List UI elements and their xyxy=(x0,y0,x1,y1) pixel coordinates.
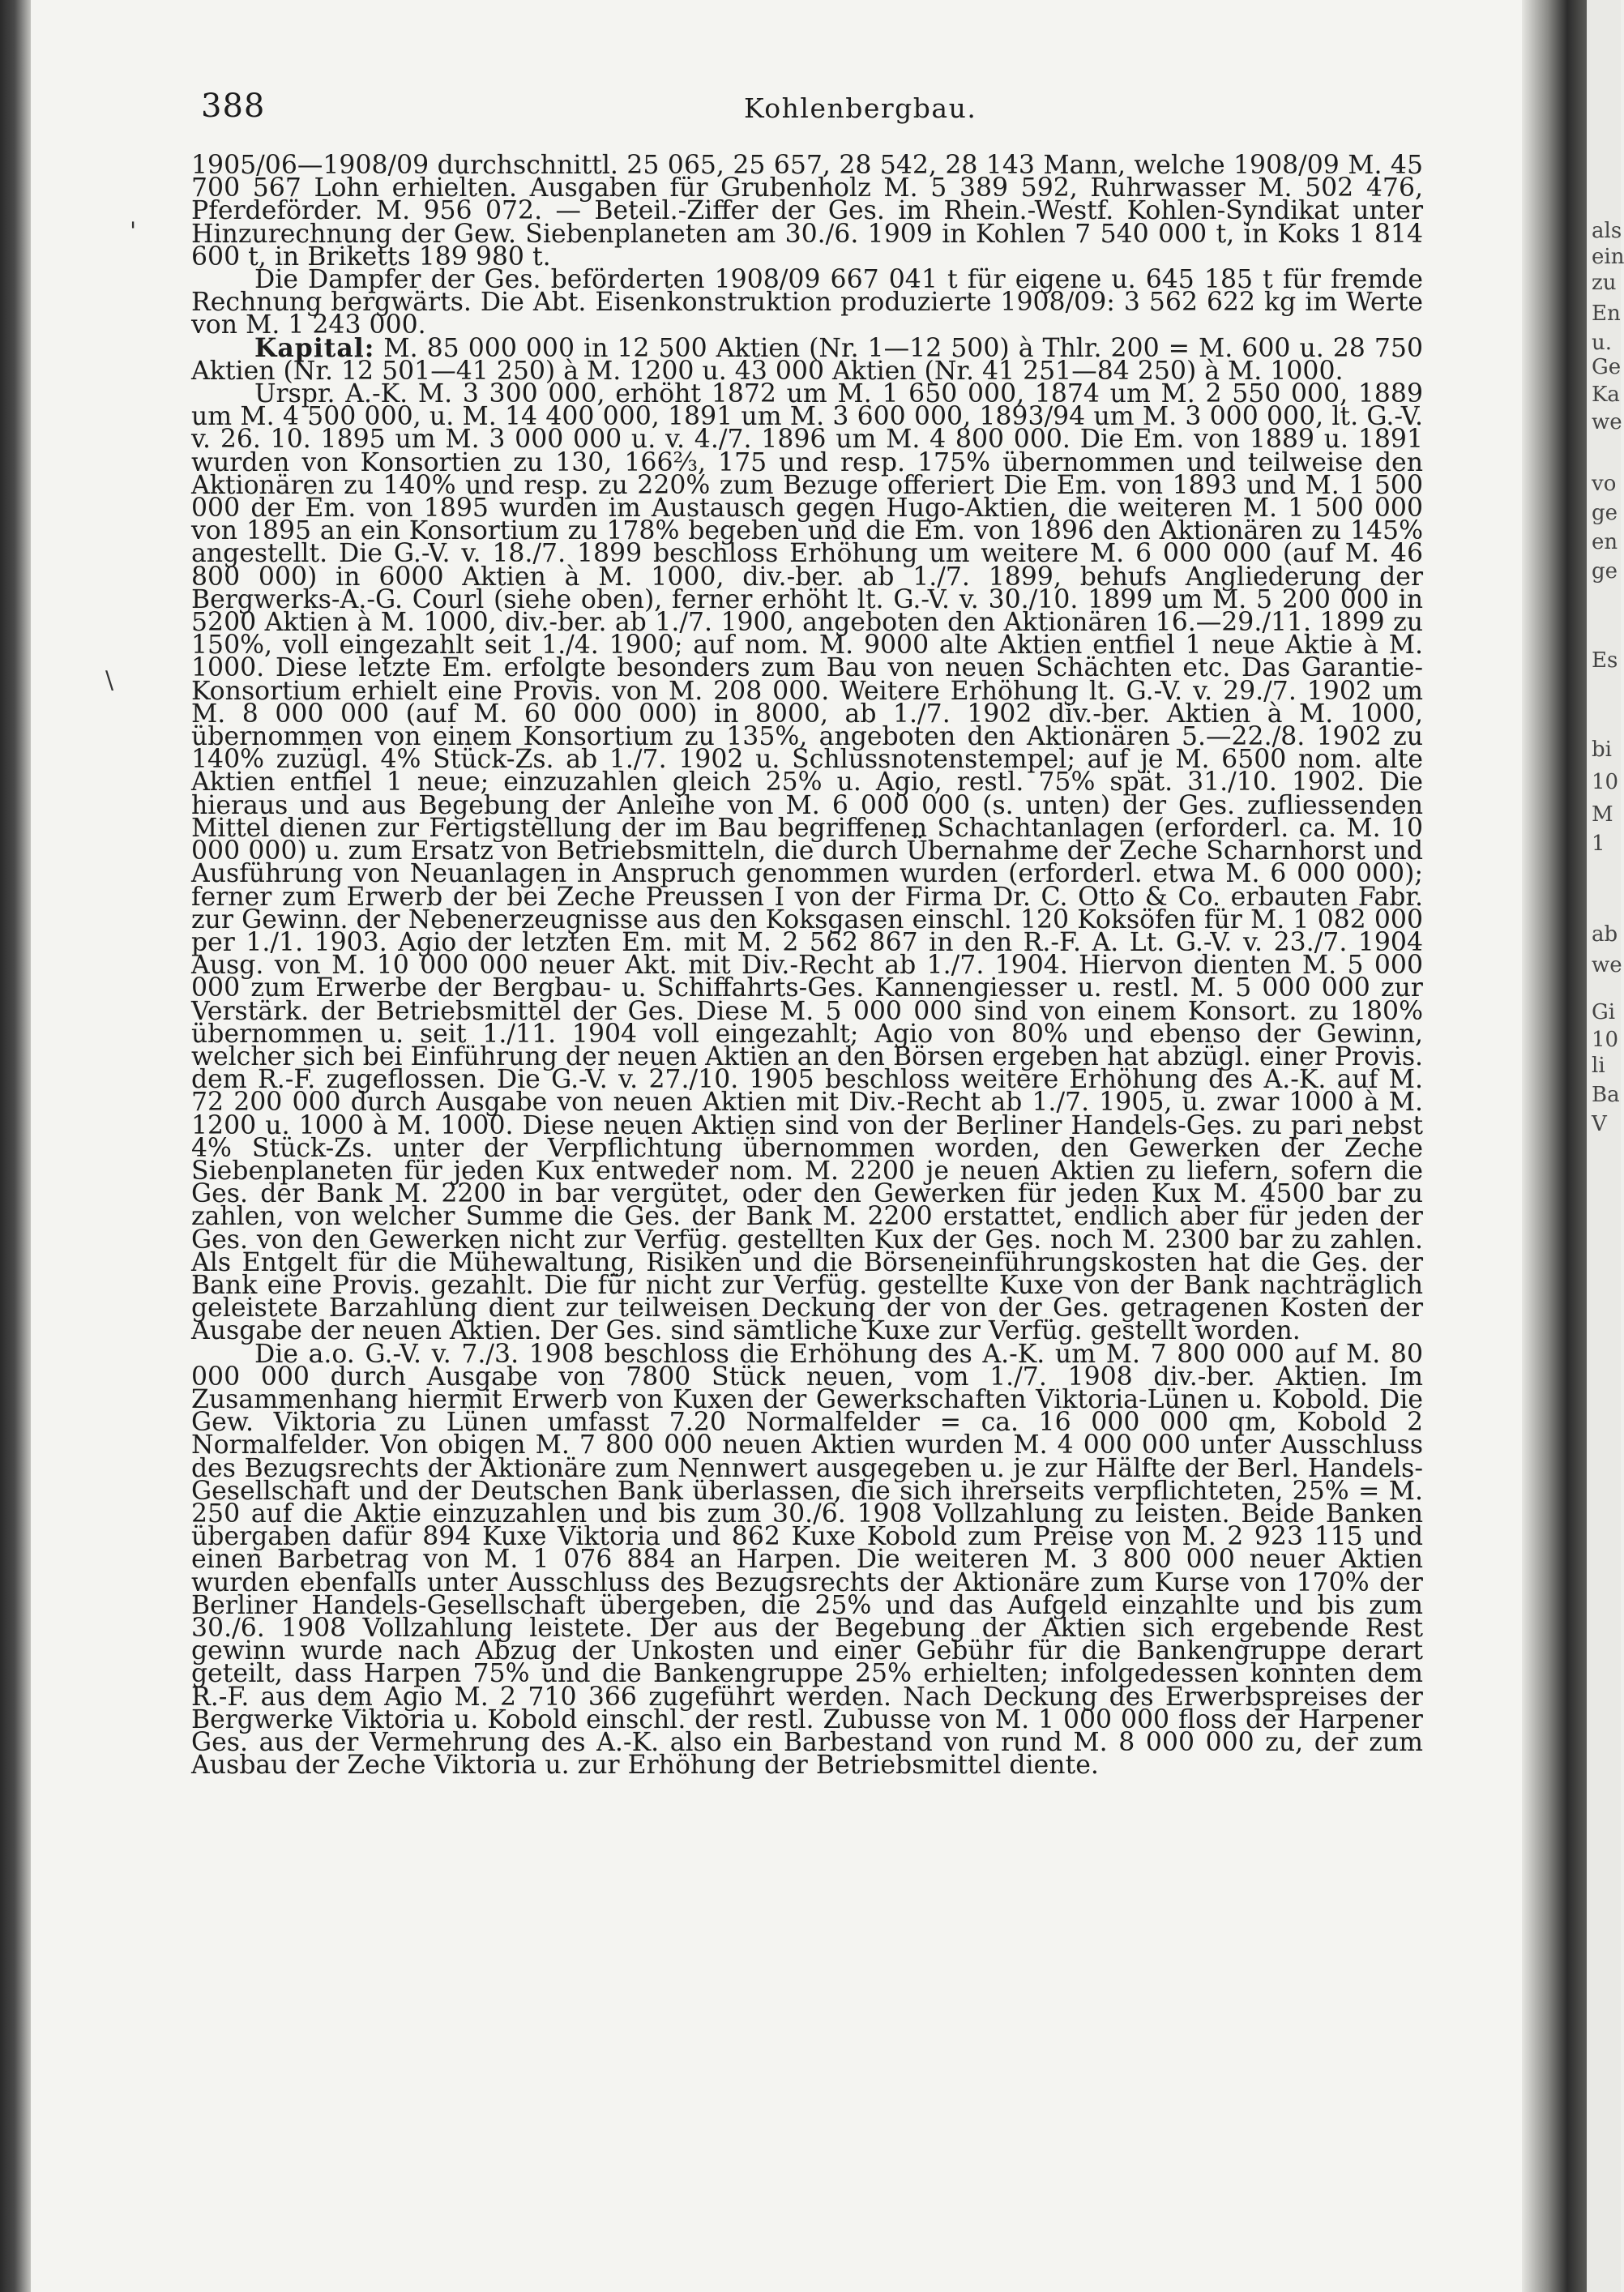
next-page-fragment: ab xyxy=(1592,922,1618,947)
next-page-fragment: ein xyxy=(1592,245,1624,269)
next-page-fragment: 10 xyxy=(1592,1028,1619,1052)
margin-mark-top: ' xyxy=(130,217,137,246)
next-page-strip xyxy=(1587,0,1624,2292)
next-page-fragment: we xyxy=(1592,953,1622,977)
paragraph-kapital xyxy=(191,332,1423,386)
next-page-fragment: Ka xyxy=(1592,383,1620,407)
kapital-label: Kapital: xyxy=(254,332,375,363)
next-page-fragment: vo xyxy=(1592,472,1617,496)
paragraph-1908-increase xyxy=(191,1339,1423,1781)
next-page-fragment: V xyxy=(1592,1112,1607,1136)
next-page-fragment: li xyxy=(1592,1054,1605,1078)
next-page-fragment: u. xyxy=(1592,331,1613,355)
next-page-fragment: Ge xyxy=(1592,355,1622,379)
page-header xyxy=(201,88,1425,128)
next-page-fragment: als xyxy=(1592,219,1622,243)
paragraph-text: Urspr. A.-K. M. 3 300 000, erhöht 1872 um M. 1 650 000, 1874 um M. 2 550 000, 1889 um M. 4 500 000, u. M. 14 400 000, 1891 um M. 3 600 000, 1893/94 um M. 3 000 000, lt. G.-V. v. 26. 10. 1895 um M. 3 000 000 u. v. 4./7. 1896 um M. 4 800 000. Die Em. von 1889 u. 1891 wurden von Konsortien zu 130, 166⅔, 175 und resp. 175% übernommen und teilweise den Aktionären zu 140% und resp. zu 220% zum Bezuge offeriert Die Em. von 1893 und M. 1 500 000 der Em. von 1895 wurden im Austausch gegen Hugo-Aktien, die weiteren M. 1 500 000 von 1895 an ein Konsortium zu 178% begeben und die Em. von 1896 den Aktionären zu 145% angestellt. Die G.-V. v. 18./7. 1899 beschloss Erhöhung um weitere M. 6 000 000 (auf M. 46 800 000) in 6000 Aktien à M. 1000, div.-ber. ab 1./7. 1899, behufs Angliederung der Bergwerks-A.-G. Courl (siehe oben), ferner erhöht lt. G.-V. v. 30./10. 1899 um M. 5 200 000 in 5200 Aktien à M. 1000, div.-ber. ab 1./7. 1900, angeboten den Aktionären 16.—29./11. 1899 zu 150%, voll eingezahlt seit 1./4. 1900; auf nom. M. 9000 alte Aktien entfiel 1 neue Aktie à M. 1000. Diese letzte Em. erfolgte besonders zum Bau von neuen Schächten etc. Das Garantie-Konsortium erhielt eine Provis. von M. 208 000. Weitere Erhöhung lt. G.-V. v. 29./7. 1902 um M. 8 000 000 (auf M. 60 000 000) in 8000, ab 1./7. 1902 div.-ber. Aktien à M. 1000, übernommen von einem Konsortium zu 135%, angeboten den Aktionären 5.—22./8. 1902 zu 140% zuzügl. 4% Stück-Zs. ab 1./7. 1902 u. Schlussnotenstempel; auf je M. 6500 nom. alte Aktien entfiel 1 neue; einzuzahlen gleich 25% u. Agio, restl. 75% spät. 31./10. 1902. Die hieraus und aus Begebung der Anleihe von M. 6 000 000 (s. unten) der Ges. zufliessenden Mittel dienen zur Fertigstellung der im Bau begriffenen Schachtanlagen (erforderl. ca. M. 10 000 000) u. zum Ersatz von Betriebsmitteln, die durch Übernahme der Zeche Scharnhorst und Ausführung von Neuanlagen in Anspruch genommen wurden (erforderl. etwa M. 6 000 000); ferner zum Erwerb der bei Zeche Preussen I von der Firma Dr. C. Otto & Co. erbauten Fabr. zur Gewinn. der Nebenerzeugnisse aus den Koksgasen einschl. 120 Koksöfen für M. 1 082 000 per 1./1. 1903. Agio der letzten Em. mit M. 2 562 867 in den R.-F. A. Lt. G.-V. v. 23./7. 1904 Ausg. von M. 10 000 000 neuer Akt. mit Div.-Recht ab 1./7. 1904. Hiervon dienten M. 5 000 000 zum Erwerbe der Bergbau- u. Schiffahrts-Ges. Kannengiesser u. restl. M. 5 000 000 zur Verstärk. der Betriebsmittel der Ges. Diese M. 5 000 000 sind von einem Konsort. zu 180% übernommen u. seit 1./11. 1904 voll eingezahlt; Agio von 80% und ebenso der Gewinn, welcher sich bei Einführung der neuen Aktien an den Börsen ergeben hat abzügl. einer Provis. dem R.-F. zugeflossen. Die G.-V. v. 27./10. 1905 beschloss weitere Erhöhung des A.-K. auf M. 72 200 000 durch Ausgabe von neuen Aktien mit Div.-Recht ab 1./7. 1905, u. zwar 1000 à M. 1200 u. 1000 à M. 1000. Diese neuen Aktien sind von der Berliner Handels-Ges. zu pari nebst 4% Stück-Zs. unter der Verpflichtung übernommen worden, den Gewerken der Zeche Siebenplaneten für jeden Kux entweder nom. M. 2200 je neuen Aktien zu liefern, sofern die Ges. der Bank M. 2200 in bar vergütet, oder den Gewerken für jeden Kux M. 4500 bar zu zahlen, von welcher Summe die Ges. der Bank M. 2200 erstattet, endlich aber für jeden der Ges. von den Gewerken nicht zur Verfüg. gestellten Kux der Ges. noch M. 2300 bar zu zahlen. Als Entgelt für die Mühewaltung, Risiken und die Börseneinführungskosten hat die Ges. der Bank eine Provis. gezahlt. Die für nicht zur Verfüg. gestellte Kuxe von der Bank nachträglich geleistete Barzahlung dient zur teilweisen Deckung der von der Ges. getragenen Kosten der Ausgabe der neuen Aktien. Der Ges. sind sämtliche Kuxe zur Verfüg. gestellt worden. xyxy=(191,379,1423,1346)
margin-mark-mid: \ xyxy=(105,666,114,695)
next-page-fragment: ge xyxy=(1592,501,1618,525)
paragraph-workforce xyxy=(191,151,1423,272)
next-page-fragment: en xyxy=(1592,530,1618,554)
next-page-fragment: 1 xyxy=(1592,832,1605,856)
next-page-fragment: ge xyxy=(1592,559,1618,584)
next-page-fragment: we xyxy=(1592,410,1622,434)
next-page-fragment: Es xyxy=(1592,648,1618,673)
next-page-fragment: En xyxy=(1592,301,1621,326)
book-gutter xyxy=(1522,0,1587,2292)
paragraph-capital-history xyxy=(191,379,1423,1346)
next-page-fragment: bi xyxy=(1592,738,1612,762)
paragraph-steamers xyxy=(191,265,1423,340)
page-number: 388 xyxy=(201,88,266,125)
next-page-fragment: zu xyxy=(1592,271,1617,295)
paragraph-text: Die Dampfer der Ges. beförderten 1908/09 667 041 t für eigene u. 645 185 t für fremde Rechnung bergwärts. Die Abt. Eisenkonstruktion produzierte 1908/09: 3 562 622 kg im Werte von M. 1 243 000. xyxy=(191,265,1423,340)
running-title: Kohlenbergbau. xyxy=(744,92,977,124)
paragraph-text: M. 85 000 000 in 12 500 Aktien (Nr. 1—12 500) à Thlr. 200 = M. 600 u. 28 750 Aktien (Nr. 12 501—41 250) à M. 1200 u. 43 000 Aktien (Nr. 41 251—84 250) à M. 1000. xyxy=(191,333,1423,386)
paragraph-text: 1905/06—1908/09 durchschnittl. 25 065, 25 657, 28 542, 28 143 Mann, welche 1908/09 M. 45 700 567 Lohn erhielten. Ausgaben für Grubenholz M. 5 389 592, Ruhrwasser M. 502 476, Pferdeförder. M. 956 072. — Beteil.-Ziffer der Ges. im Rhein.-Westf. Kohlen-Syndikat unter Hinzurechnung der Gew. Siebenplaneten am 30./6. 1909 in Kohlen 7 540 000 t, in Koks 1 814 600 t, in Briketts 189 980 t. xyxy=(191,151,1423,272)
next-page-fragment: M xyxy=(1592,802,1613,827)
next-page-fragment: Gi xyxy=(1592,1000,1616,1024)
paragraph-text: Die a.o. G.-V. v. 7./3. 1908 beschloss die Erhöhung des A.-K. um M. 7 800 000 auf M. 80 000 000 durch Ausgabe von 7800 Stück neuen, vom 1./7. 1908 div.-ber. Aktien. Im Zusammenhang hiermit Erwerb von Kuxen der Gewerkschaften Viktoria-Lünen u. Kobold. Die Gew. Viktoria zu Lünen umfasst 7.20 Normalfelder = ca. 16 000 000 qm, Kobold 2 Normalfelder. Von obigen M. 7 800 000 neuen Aktien wurden M. 4 000 000 unter Ausschluss des Bezugsrechts der Aktionäre zum Nennwert ausgegeben u. je zur Hälfte der Berl. Handels-Gesellschaft und der Deutschen Bank überlassen, die sich ihrerseits verpflichteten, 25% = M. 250 auf die Aktie einzuzahlen und bis zum 30./6. 1908 Vollzahlung zu leisten. Beide Banken übergaben dafür 894 Kuxe Viktoria und 862 Kuxe Kobold zum Preise von M. 2 923 115 und einen Barbetrag von M. 1 076 884 an Harpen. Die weiteren M. 3 800 000 neuer Aktien wurden ebenfalls unter Ausschluss des Bezugsrechts der Aktionäre zum Kurse von 170% der Berliner Handels-Gesellschaft übergeben, die 25% und das Aufgeld einzahlte und bis zum 30./6. 1908 Vollzahlung leistete. Der aus der Begebung der Aktien sich ergebende Rest gewinn wurde nach Abzug der Unkosten und einer Gebühr für die Bankengruppe derart geteilt, dass Harpen 75% und die Bankengruppe 25% erhielten; infolgedessen konnten dem R.-F. aus dem Agio M. 2 710 366 zugeführt werden. Nach Deckung des Erwerbspreises der Bergwerke Viktoria u. Kobold einschl. der restl. Zubusse von M. 1 000 000 floss der Harpener Ges. aus der Vermehrung des A.-K. also ein Barbestand von rund M. 8 000 000 zu, der zum Ausbau der Zeche Viktoria u. zur Erhöhung der Betriebsmittel diente. xyxy=(191,1339,1423,1781)
next-page-fragment: 10 xyxy=(1592,770,1619,794)
body-text xyxy=(191,151,1423,2245)
next-page-fragment: Ba xyxy=(1592,1083,1620,1107)
